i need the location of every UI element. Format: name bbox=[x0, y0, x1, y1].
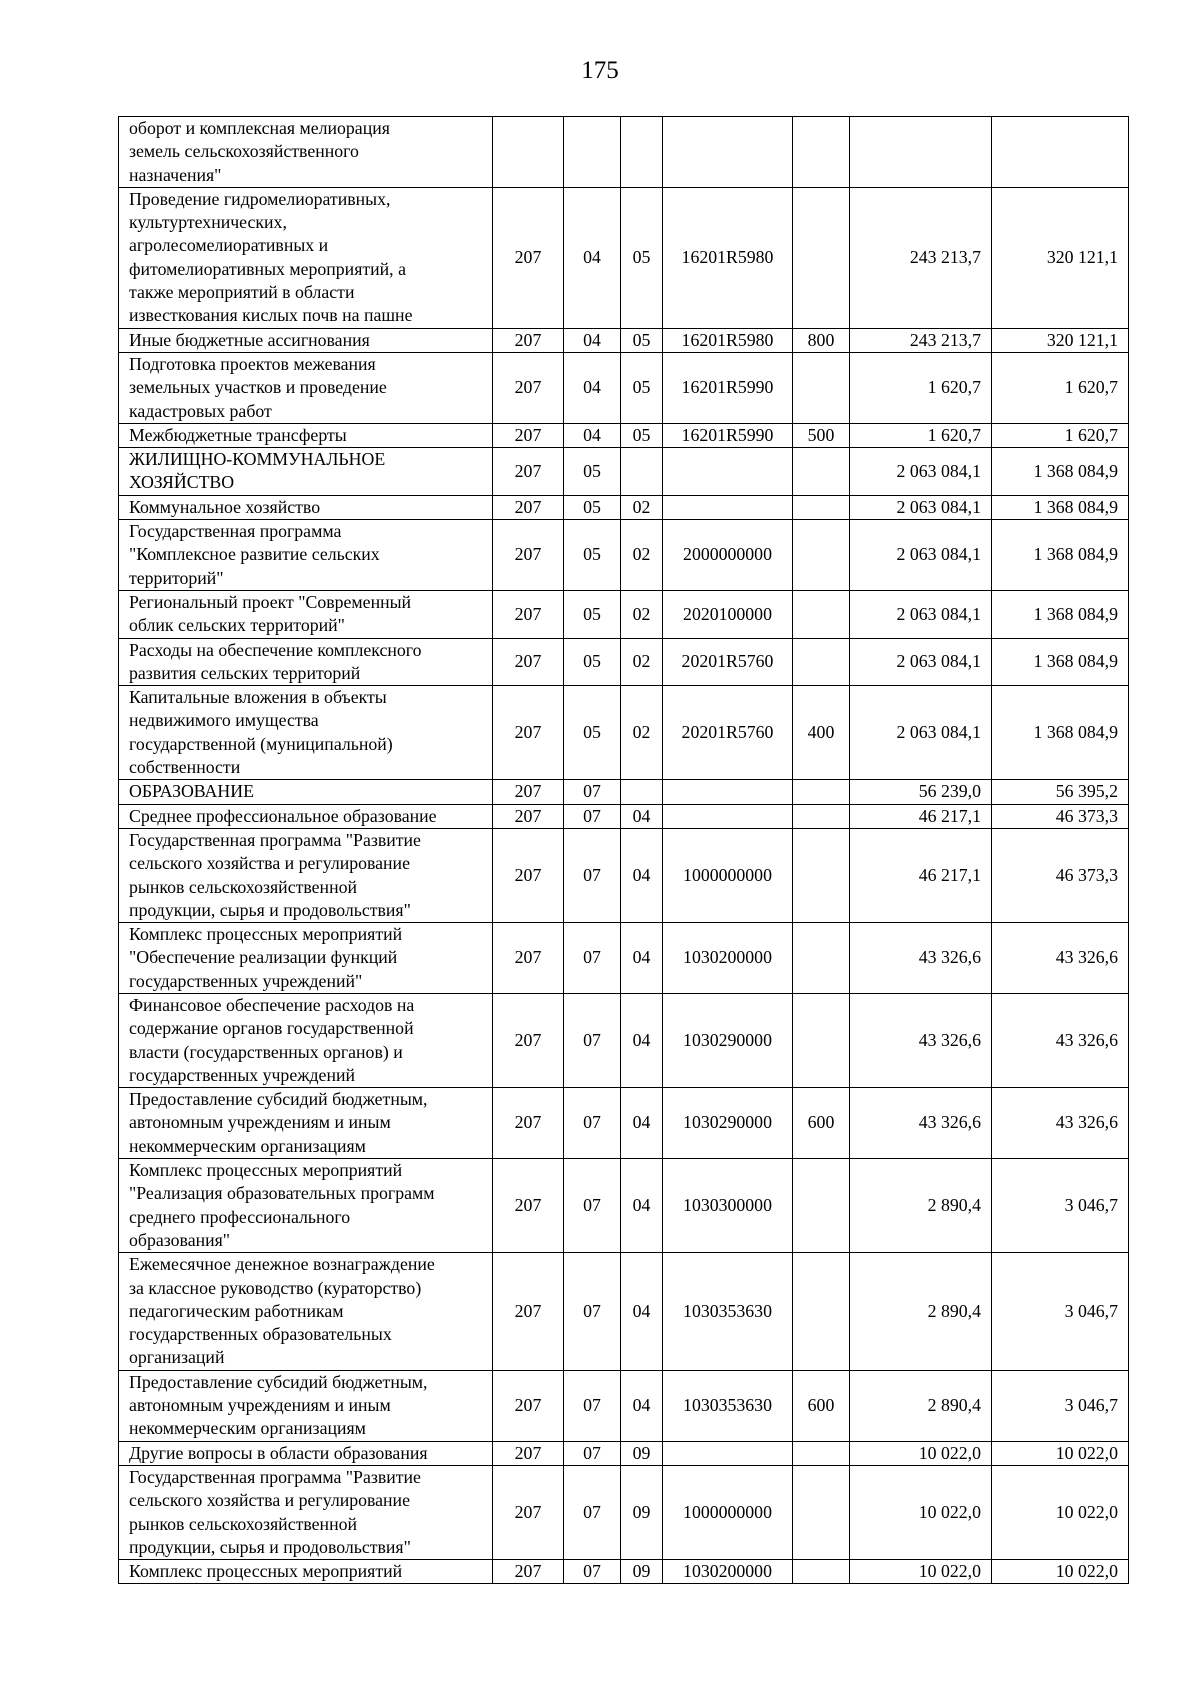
amount-year2-cell: 43 326,6 bbox=[992, 1088, 1129, 1159]
expense-type-cell bbox=[793, 495, 850, 519]
item-name-line: организаций bbox=[129, 1347, 225, 1368]
item-name-cell bbox=[119, 520, 493, 591]
subsection-code-cell: 05 bbox=[621, 328, 663, 352]
item-name-line: известкования кислых почв на пашне bbox=[129, 305, 413, 326]
item-name-line: Расходы на обеспечение комплексного bbox=[129, 639, 422, 660]
subsection-code-cell: 04 bbox=[621, 1159, 663, 1253]
amount-year2-cell: 10 022,0 bbox=[992, 1560, 1129, 1584]
target-article-cell: 16201R5990 bbox=[663, 423, 793, 447]
table-row bbox=[119, 328, 1129, 352]
expense-type-cell: 800 bbox=[793, 328, 850, 352]
amount-year2-cell: 1 620,7 bbox=[992, 423, 1129, 447]
subsection-code-cell: 04 bbox=[621, 923, 663, 994]
item-name-line: рынков сельскохозяйственной bbox=[129, 1513, 357, 1534]
budget-table bbox=[118, 116, 1129, 1584]
amount-year2-cell: 10 022,0 bbox=[992, 1465, 1129, 1559]
section-code-cell: 05 bbox=[564, 590, 621, 638]
table-row bbox=[119, 1159, 1129, 1253]
expense-type-cell: 400 bbox=[793, 686, 850, 780]
item-name-line: педагогическим работникам bbox=[129, 1300, 344, 1321]
subsection-code-cell: 04 bbox=[621, 1253, 663, 1370]
amount-year2-cell: 320 121,1 bbox=[992, 187, 1129, 328]
ministry-code-cell: 207 bbox=[493, 804, 564, 828]
item-name-line: "Реализация образовательных программ bbox=[129, 1183, 435, 1204]
section-code-cell: 04 bbox=[564, 328, 621, 352]
amount-year2-cell: 56 395,2 bbox=[992, 780, 1129, 804]
expense-type-cell bbox=[793, 780, 850, 804]
target-article-cell bbox=[663, 1441, 793, 1465]
table-row bbox=[119, 1465, 1129, 1559]
table-row bbox=[119, 804, 1129, 828]
expense-type-cell bbox=[793, 1159, 850, 1253]
item-name-line: Финансовое обеспечение расходов на bbox=[129, 994, 415, 1015]
amount-year1-cell: 43 326,6 bbox=[850, 923, 992, 994]
amount-year1-cell: 1 620,7 bbox=[850, 352, 992, 423]
ministry-code-cell: 207 bbox=[493, 328, 564, 352]
amount-year1-cell: 46 217,1 bbox=[850, 828, 992, 922]
amount-year2-cell: 10 022,0 bbox=[992, 1441, 1129, 1465]
item-name-line: ОБРАЗОВАНИЕ bbox=[129, 781, 254, 802]
table-body bbox=[119, 117, 1129, 1584]
table-row bbox=[119, 590, 1129, 638]
table-row bbox=[119, 828, 1129, 922]
section-code-cell: 07 bbox=[564, 828, 621, 922]
table-row bbox=[119, 1370, 1129, 1441]
amount-year2-cell: 1 620,7 bbox=[992, 352, 1129, 423]
amount-year2-cell: 46 373,3 bbox=[992, 804, 1129, 828]
item-name-line: власти (государственных органов) и bbox=[129, 1041, 403, 1062]
item-name-cell bbox=[119, 495, 493, 519]
amount-year1-cell: 10 022,0 bbox=[850, 1465, 992, 1559]
table-row bbox=[119, 1088, 1129, 1159]
expense-type-cell bbox=[793, 187, 850, 328]
item-name-line: ХОЗЯЙСТВО bbox=[129, 472, 235, 493]
item-name-line: Другие вопросы в области образования bbox=[129, 1442, 428, 1463]
subsection-code-cell: 05 bbox=[621, 352, 663, 423]
target-article-cell: 1030290000 bbox=[663, 993, 793, 1087]
amount-year2-cell: 3 046,7 bbox=[992, 1253, 1129, 1370]
item-name-cell bbox=[119, 590, 493, 638]
amount-year1-cell: 2 063 084,1 bbox=[850, 638, 992, 686]
amount-year2-cell: 43 326,6 bbox=[992, 923, 1129, 994]
item-name-line: Среднее профессиональное образование bbox=[129, 805, 437, 826]
expense-type-cell bbox=[793, 1560, 850, 1584]
subsection-code-cell bbox=[621, 448, 663, 496]
expense-type-cell bbox=[793, 448, 850, 496]
subsection-code-cell: 02 bbox=[621, 686, 663, 780]
expense-type-cell bbox=[793, 1253, 850, 1370]
ministry-code-cell: 207 bbox=[493, 828, 564, 922]
item-name-line: Подготовка проектов межевания bbox=[129, 353, 376, 374]
item-name-cell bbox=[119, 1560, 493, 1584]
amount-year1-cell: 56 239,0 bbox=[850, 780, 992, 804]
amount-year1-cell: 46 217,1 bbox=[850, 804, 992, 828]
ministry-code-cell: 207 bbox=[493, 1253, 564, 1370]
item-name-line: Комплекс процессных мероприятий bbox=[129, 1160, 403, 1181]
target-article-cell: 2020100000 bbox=[663, 590, 793, 638]
expense-type-cell bbox=[793, 804, 850, 828]
expense-type-cell bbox=[793, 352, 850, 423]
subsection-code-cell: 05 bbox=[621, 423, 663, 447]
target-article-cell: 1030200000 bbox=[663, 923, 793, 994]
target-article-cell: 1030300000 bbox=[663, 1159, 793, 1253]
item-name-cell bbox=[119, 1088, 493, 1159]
item-name-line: земель сельскохозяйственного bbox=[129, 141, 359, 162]
expense-type-cell bbox=[793, 117, 850, 188]
expense-type-cell bbox=[793, 828, 850, 922]
table-row bbox=[119, 1560, 1129, 1584]
item-name-cell bbox=[119, 1441, 493, 1465]
ministry-code-cell: 207 bbox=[493, 923, 564, 994]
target-article-cell: 1000000000 bbox=[663, 1465, 793, 1559]
item-name-cell bbox=[119, 187, 493, 328]
item-name-line: собственности bbox=[129, 757, 241, 778]
subsection-code-cell: 04 bbox=[621, 1088, 663, 1159]
amount-year1-cell: 2 063 084,1 bbox=[850, 590, 992, 638]
table-row bbox=[119, 686, 1129, 780]
section-code-cell: 07 bbox=[564, 1159, 621, 1253]
section-code-cell: 05 bbox=[564, 520, 621, 591]
item-name-line: облик сельских территорий" bbox=[129, 615, 345, 636]
table-row bbox=[119, 117, 1129, 188]
table-row bbox=[119, 352, 1129, 423]
target-article-cell: 1030353630 bbox=[663, 1370, 793, 1441]
section-code-cell: 07 bbox=[564, 1370, 621, 1441]
amount-year2-cell: 1 368 084,9 bbox=[992, 686, 1129, 780]
item-name-line: сельского хозяйства и регулирование bbox=[129, 1490, 410, 1511]
item-name-cell bbox=[119, 423, 493, 447]
subsection-code-cell bbox=[621, 117, 663, 188]
item-name-cell bbox=[119, 780, 493, 804]
item-name-line: некоммерческим организациям bbox=[129, 1135, 366, 1156]
item-name-line: некоммерческим организациям bbox=[129, 1418, 366, 1439]
target-article-cell bbox=[663, 804, 793, 828]
expense-type-cell bbox=[793, 1441, 850, 1465]
amount-year1-cell: 10 022,0 bbox=[850, 1441, 992, 1465]
amount-year1-cell: 43 326,6 bbox=[850, 1088, 992, 1159]
item-name-line: содержание органов государственной bbox=[129, 1018, 414, 1039]
item-name-line: "Комплексное развитие сельских bbox=[129, 544, 380, 565]
item-name-cell bbox=[119, 923, 493, 994]
subsection-code-cell: 02 bbox=[621, 520, 663, 591]
table-row bbox=[119, 993, 1129, 1087]
target-article-cell: 1030200000 bbox=[663, 1560, 793, 1584]
item-name-cell bbox=[119, 686, 493, 780]
expense-type-cell bbox=[793, 923, 850, 994]
item-name-line: автономным учреждениям и иным bbox=[129, 1395, 391, 1416]
item-name-cell bbox=[119, 352, 493, 423]
section-code-cell: 07 bbox=[564, 1253, 621, 1370]
section-code-cell: 04 bbox=[564, 352, 621, 423]
ministry-code-cell: 207 bbox=[493, 1560, 564, 1584]
target-article-cell: 20201R5760 bbox=[663, 686, 793, 780]
item-name-line: продукции, сырья и продовольствия" bbox=[129, 899, 411, 920]
section-code-cell: 07 bbox=[564, 1465, 621, 1559]
expense-type-cell: 600 bbox=[793, 1370, 850, 1441]
section-code-cell: 07 bbox=[564, 1088, 621, 1159]
amount-year1-cell: 2 890,4 bbox=[850, 1370, 992, 1441]
page-number: 175 bbox=[581, 57, 619, 84]
item-name-line: Капитальные вложения в объекты bbox=[129, 687, 387, 708]
target-article-cell: 16201R5990 bbox=[663, 352, 793, 423]
section-code-cell: 07 bbox=[564, 1441, 621, 1465]
section-code-cell: 05 bbox=[564, 638, 621, 686]
item-name-line: недвижимого имущества bbox=[129, 710, 319, 731]
ministry-code-cell: 207 bbox=[493, 352, 564, 423]
ministry-code-cell: 207 bbox=[493, 520, 564, 591]
amount-year1-cell: 2 063 084,1 bbox=[850, 495, 992, 519]
ministry-code-cell: 207 bbox=[493, 423, 564, 447]
item-name-line: сельского хозяйства и регулирование bbox=[129, 853, 410, 874]
section-code-cell: 07 bbox=[564, 804, 621, 828]
target-article-cell: 1030290000 bbox=[663, 1088, 793, 1159]
ministry-code-cell: 207 bbox=[493, 780, 564, 804]
item-name-cell bbox=[119, 117, 493, 188]
amount-year2-cell: 46 373,3 bbox=[992, 828, 1129, 922]
ministry-code-cell: 207 bbox=[493, 993, 564, 1087]
item-name-line: государственных учреждений bbox=[129, 1064, 355, 1085]
item-name-line: Иные бюджетные ассигнования bbox=[129, 329, 370, 350]
target-article-cell bbox=[663, 495, 793, 519]
subsection-code-cell: 04 bbox=[621, 1370, 663, 1441]
target-article-cell bbox=[663, 448, 793, 496]
amount-year2-cell: 1 368 084,9 bbox=[992, 590, 1129, 638]
subsection-code-cell: 02 bbox=[621, 590, 663, 638]
subsection-code-cell bbox=[621, 780, 663, 804]
amount-year1-cell: 43 326,6 bbox=[850, 993, 992, 1087]
table-row bbox=[119, 1253, 1129, 1370]
item-name-line: Государственная программа "Развитие bbox=[129, 829, 421, 850]
table-row bbox=[119, 187, 1129, 328]
item-name-cell bbox=[119, 328, 493, 352]
ministry-code-cell: 207 bbox=[493, 1159, 564, 1253]
subsection-code-cell: 04 bbox=[621, 804, 663, 828]
item-name-cell bbox=[119, 804, 493, 828]
target-article-cell bbox=[663, 117, 793, 188]
subsection-code-cell: 04 bbox=[621, 828, 663, 922]
amount-year2-cell: 1 368 084,9 bbox=[992, 448, 1129, 496]
item-name-line: государственной (муниципальной) bbox=[129, 733, 393, 754]
target-article-cell: 20201R5760 bbox=[663, 638, 793, 686]
amount-year1-cell: 243 213,7 bbox=[850, 328, 992, 352]
item-name-line: Комплекс процессных мероприятий bbox=[129, 924, 403, 945]
item-name-line: фитомелиоративных мероприятий, а bbox=[129, 258, 406, 279]
expense-type-cell bbox=[793, 638, 850, 686]
item-name-cell bbox=[119, 1253, 493, 1370]
item-name-line: кадастровых работ bbox=[129, 400, 272, 421]
item-name-line: "Обеспечение реализации функций bbox=[129, 947, 398, 968]
item-name-line: Предоставление субсидий бюджетным, bbox=[129, 1089, 428, 1110]
item-name-line: Коммунальное хозяйство bbox=[129, 496, 321, 517]
item-name-line: развития сельских территорий bbox=[129, 662, 361, 683]
section-code-cell: 05 bbox=[564, 495, 621, 519]
expense-type-cell bbox=[793, 590, 850, 638]
ministry-code-cell: 207 bbox=[493, 638, 564, 686]
amount-year1-cell: 2 890,4 bbox=[850, 1159, 992, 1253]
item-name-line: образования" bbox=[129, 1229, 231, 1250]
subsection-code-cell: 04 bbox=[621, 993, 663, 1087]
section-code-cell: 04 bbox=[564, 423, 621, 447]
table-row bbox=[119, 638, 1129, 686]
item-name-line: назначения" bbox=[129, 164, 222, 185]
section-code-cell: 05 bbox=[564, 448, 621, 496]
expense-type-cell bbox=[793, 1465, 850, 1559]
ministry-code-cell: 207 bbox=[493, 1370, 564, 1441]
amount-year1-cell: 2 890,4 bbox=[850, 1253, 992, 1370]
section-code-cell: 07 bbox=[564, 923, 621, 994]
item-name-line: ЖИЛИЩНО-КОММУНАЛЬНОЕ bbox=[129, 449, 386, 470]
item-name-line: агролесомелиоративных и bbox=[129, 235, 329, 256]
target-article-cell: 1000000000 bbox=[663, 828, 793, 922]
item-name-line: рынков сельскохозяйственной bbox=[129, 876, 357, 897]
ministry-code-cell: 207 bbox=[493, 495, 564, 519]
amount-year1-cell: 2 063 084,1 bbox=[850, 520, 992, 591]
section-code-cell: 05 bbox=[564, 686, 621, 780]
item-name-line: среднего профессионального bbox=[129, 1206, 351, 1227]
amount-year2-cell: 1 368 084,9 bbox=[992, 638, 1129, 686]
ministry-code-cell: 207 bbox=[493, 187, 564, 328]
item-name-line: Проведение гидромелиоративных, bbox=[129, 188, 391, 209]
section-code-cell: 04 bbox=[564, 187, 621, 328]
section-code-cell: 07 bbox=[564, 780, 621, 804]
amount-year2-cell: 3 046,7 bbox=[992, 1370, 1129, 1441]
item-name-cell bbox=[119, 1159, 493, 1253]
amount-year2-cell: 1 368 084,9 bbox=[992, 520, 1129, 591]
item-name-line: Межбюджетные трансферты bbox=[129, 424, 347, 445]
item-name-cell bbox=[119, 828, 493, 922]
item-name-line: культуртехнических, bbox=[129, 212, 287, 233]
target-article-cell: 16201R5980 bbox=[663, 328, 793, 352]
item-name-line: Комплекс процессных мероприятий bbox=[129, 1561, 403, 1582]
item-name-line: Государственная программа bbox=[129, 521, 342, 542]
item-name-cell bbox=[119, 1370, 493, 1441]
amount-year1-cell: 10 022,0 bbox=[850, 1560, 992, 1584]
expense-type-cell: 500 bbox=[793, 423, 850, 447]
subsection-code-cell: 09 bbox=[621, 1560, 663, 1584]
amount-year1-cell: 2 063 084,1 bbox=[850, 448, 992, 496]
item-name-cell bbox=[119, 1465, 493, 1559]
amount-year2-cell: 43 326,6 bbox=[992, 993, 1129, 1087]
section-code-cell bbox=[564, 117, 621, 188]
subsection-code-cell: 02 bbox=[621, 638, 663, 686]
ministry-code-cell: 207 bbox=[493, 1465, 564, 1559]
ministry-code-cell: 207 bbox=[493, 686, 564, 780]
item-name-line: Предоставление субсидий бюджетным, bbox=[129, 1371, 428, 1392]
ministry-code-cell bbox=[493, 117, 564, 188]
table-row bbox=[119, 520, 1129, 591]
item-name-line: земельных участков и проведение bbox=[129, 377, 387, 398]
item-name-line: Государственная программа "Развитие bbox=[129, 1466, 421, 1487]
item-name-line: Ежемесячное денежное вознаграждение bbox=[129, 1254, 435, 1275]
item-name-line: продукции, сырья и продовольствия" bbox=[129, 1536, 411, 1557]
table-row bbox=[119, 448, 1129, 496]
expense-type-cell bbox=[793, 520, 850, 591]
target-article-cell: 2000000000 bbox=[663, 520, 793, 591]
expense-type-cell bbox=[793, 993, 850, 1087]
table-row bbox=[119, 423, 1129, 447]
ministry-code-cell: 207 bbox=[493, 1088, 564, 1159]
table-row bbox=[119, 923, 1129, 994]
target-article-cell: 16201R5980 bbox=[663, 187, 793, 328]
item-name-cell bbox=[119, 993, 493, 1087]
subsection-code-cell: 02 bbox=[621, 495, 663, 519]
table-row bbox=[119, 495, 1129, 519]
item-name-cell bbox=[119, 638, 493, 686]
item-name-line: территорий" bbox=[129, 567, 224, 588]
amount-year2-cell bbox=[992, 117, 1129, 188]
item-name-line: оборот и комплексная мелиорация bbox=[129, 118, 390, 138]
table-row bbox=[119, 780, 1129, 804]
ministry-code-cell: 207 bbox=[493, 448, 564, 496]
amount-year2-cell: 1 368 084,9 bbox=[992, 495, 1129, 519]
section-code-cell: 07 bbox=[564, 1560, 621, 1584]
table-row bbox=[119, 1441, 1129, 1465]
item-name-line: государственных образовательных bbox=[129, 1324, 392, 1345]
item-name-line: также мероприятий в области bbox=[129, 282, 355, 303]
target-article-cell: 1030353630 bbox=[663, 1253, 793, 1370]
amount-year1-cell: 2 063 084,1 bbox=[850, 686, 992, 780]
amount-year2-cell: 3 046,7 bbox=[992, 1159, 1129, 1253]
subsection-code-cell: 05 bbox=[621, 187, 663, 328]
amount-year1-cell: 243 213,7 bbox=[850, 187, 992, 328]
ministry-code-cell: 207 bbox=[493, 590, 564, 638]
item-name-line: автономным учреждениям и иным bbox=[129, 1112, 391, 1133]
amount-year1-cell bbox=[850, 117, 992, 188]
item-name-line: Региональный проект "Современный bbox=[129, 591, 412, 612]
section-code-cell: 07 bbox=[564, 993, 621, 1087]
amount-year2-cell: 320 121,1 bbox=[992, 328, 1129, 352]
item-name-line: государственных учреждений" bbox=[129, 970, 363, 991]
subsection-code-cell: 09 bbox=[621, 1465, 663, 1559]
ministry-code-cell: 207 bbox=[493, 1441, 564, 1465]
expense-type-cell: 600 bbox=[793, 1088, 850, 1159]
amount-year1-cell: 1 620,7 bbox=[850, 423, 992, 447]
target-article-cell bbox=[663, 780, 793, 804]
item-name-cell bbox=[119, 448, 493, 496]
item-name-line: за классное руководство (кураторство) bbox=[129, 1277, 422, 1298]
subsection-code-cell: 09 bbox=[621, 1441, 663, 1465]
